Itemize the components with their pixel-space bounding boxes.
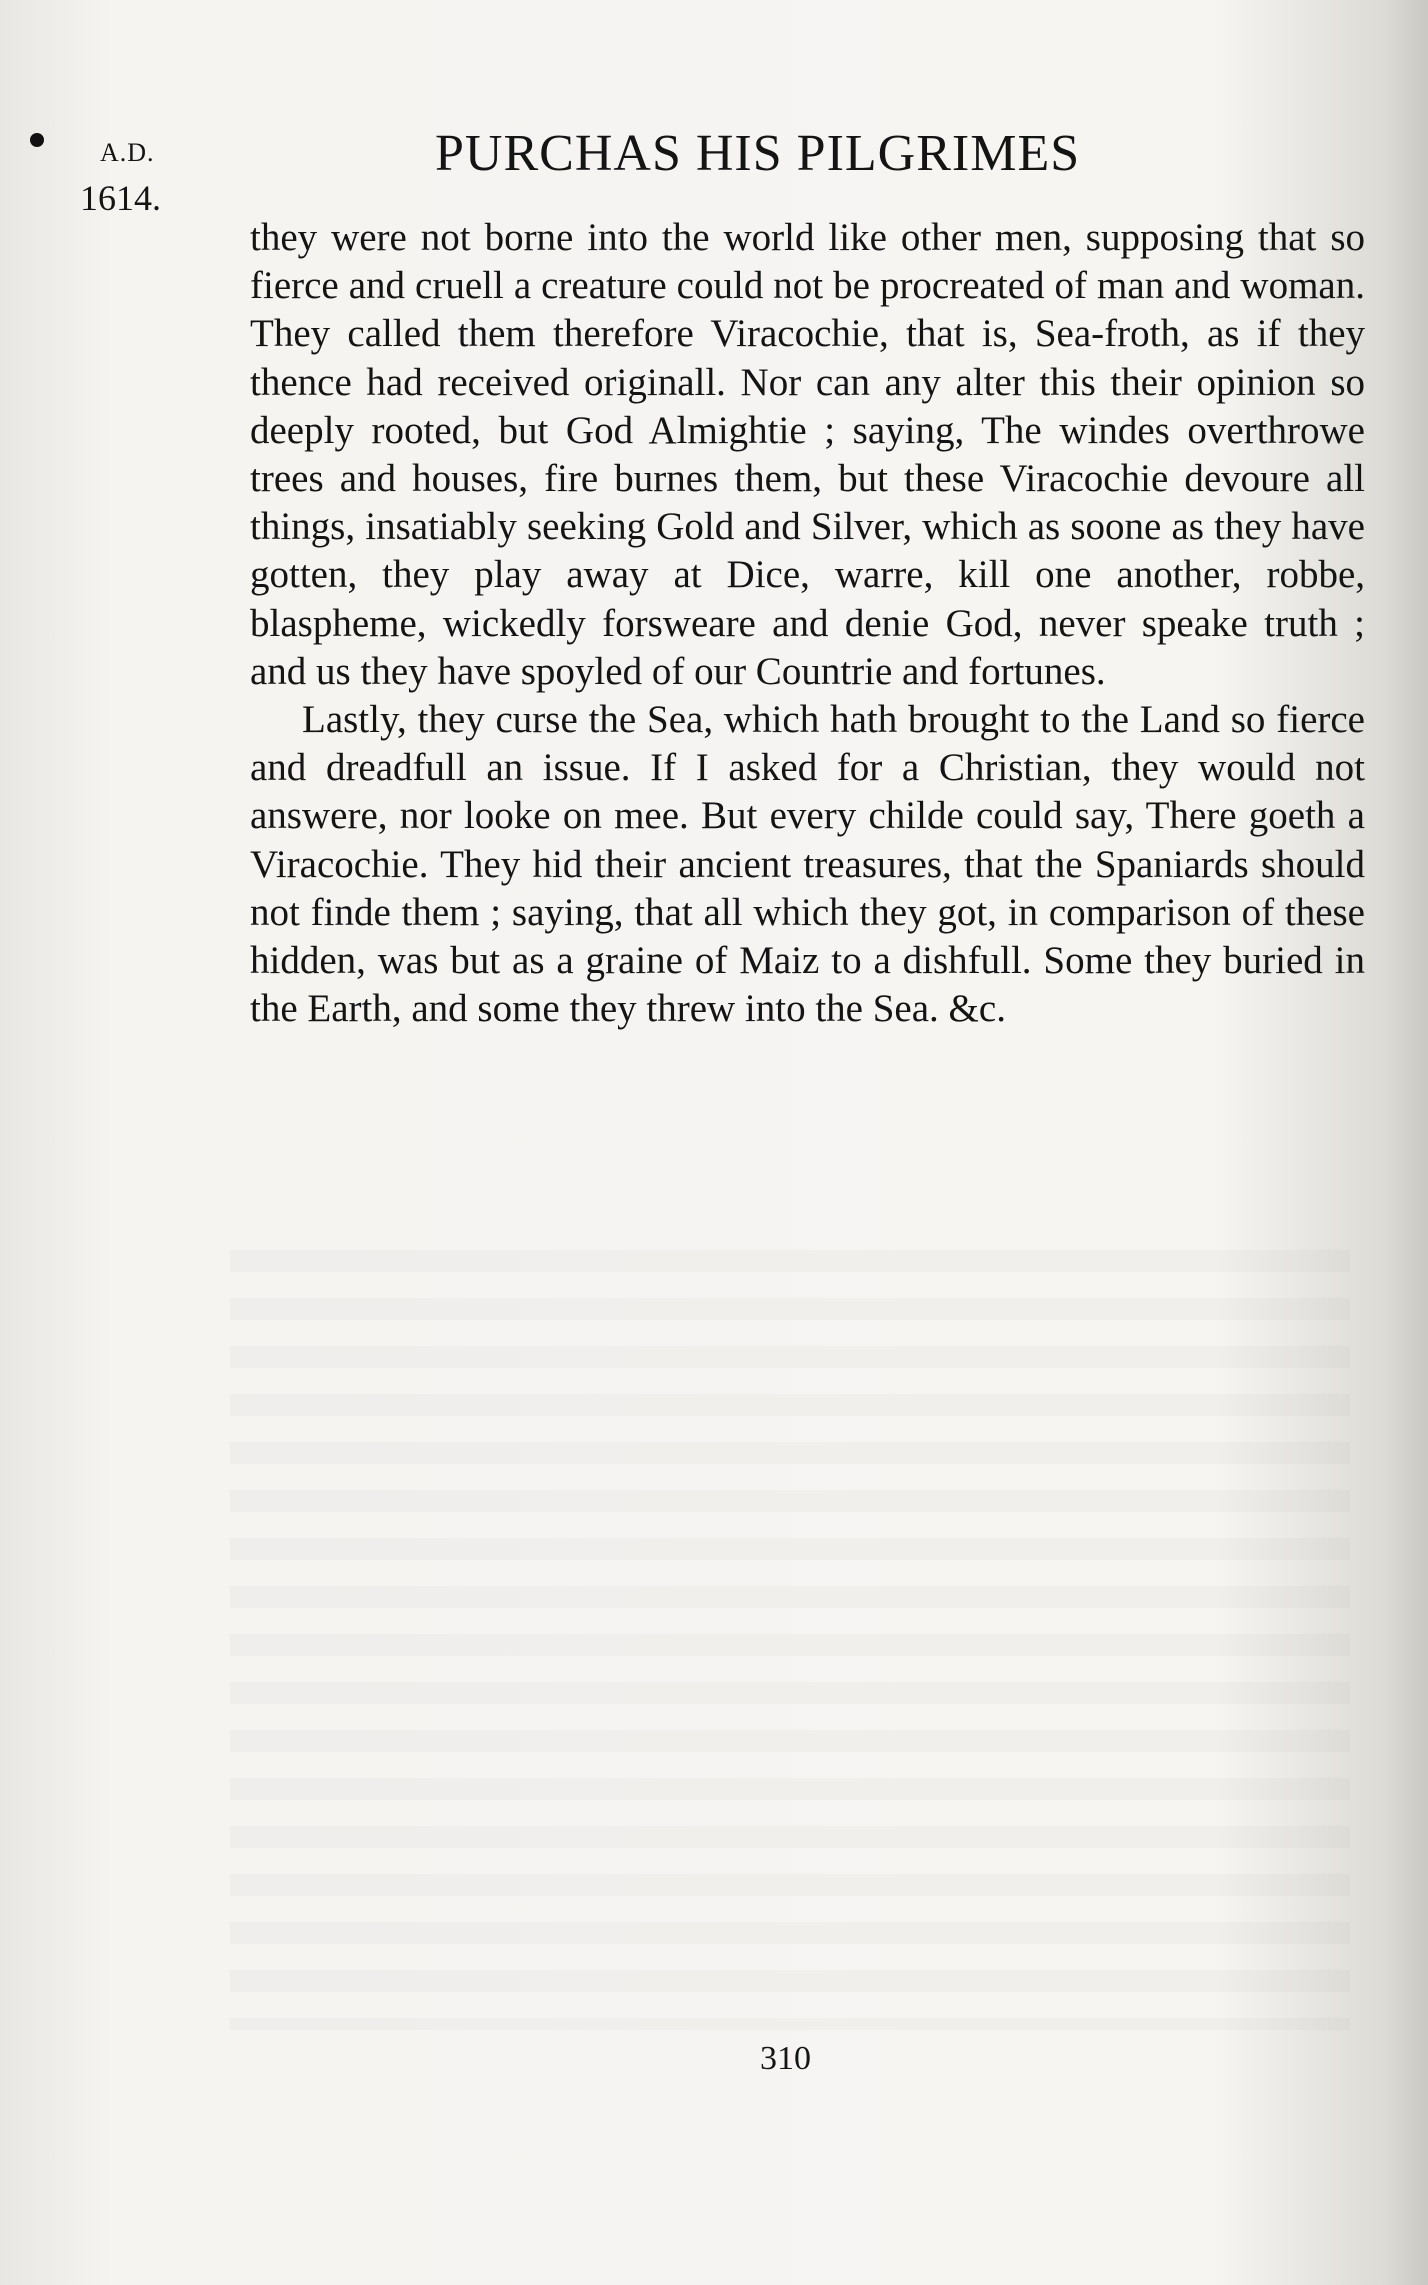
paragraph: they were not borne into the world like other men, supposing that so fierce and cruell a creature could not be procreated of man and woman. They called them therefore Viracochie, that is, Sea-froth, as if they thence had received originall. Nor can any alter this their opinion so deeply rooted, but God Almightie ; saying, The windes overthrowe trees and houses, fire burnes them, but these Viracochie devoure all things, insatiably seeking Gold and Silver, which as soone as they have gotten, they play away at Dice, warre, kill one another, robbe, blaspheme, wickedly forsweare and denie God, never speake truth ; and us they have spoyled of our Countrie and fortunes. bbox=[250, 216, 1365, 693]
show-through-texture bbox=[230, 1250, 1350, 2030]
body-text bbox=[250, 214, 1365, 1033]
margin-date-label: A.D. bbox=[100, 138, 155, 167]
running-title: PURCHAS HIS PILGRIMES bbox=[435, 125, 1081, 182]
page-number: 310 bbox=[760, 2040, 811, 2077]
ink-dot bbox=[30, 133, 44, 147]
margin-date-year: 1614. bbox=[80, 178, 161, 218]
paragraph: Lastly, they curse the Sea, which hath brought to the Land so fierce and dreadfull an issue. If I asked for a Christian, they would not answere, nor looke on mee. But every childe could say, There goeth a Viracochie. They hid their ancient treasures, that the Spaniards should not finde them ; saying, that all which they got, in comparison of these hidden, was but as a graine of Maiz to a dishfull. Some they buried in the Earth, and some they threw into the Sea. &c. bbox=[250, 698, 1365, 1031]
